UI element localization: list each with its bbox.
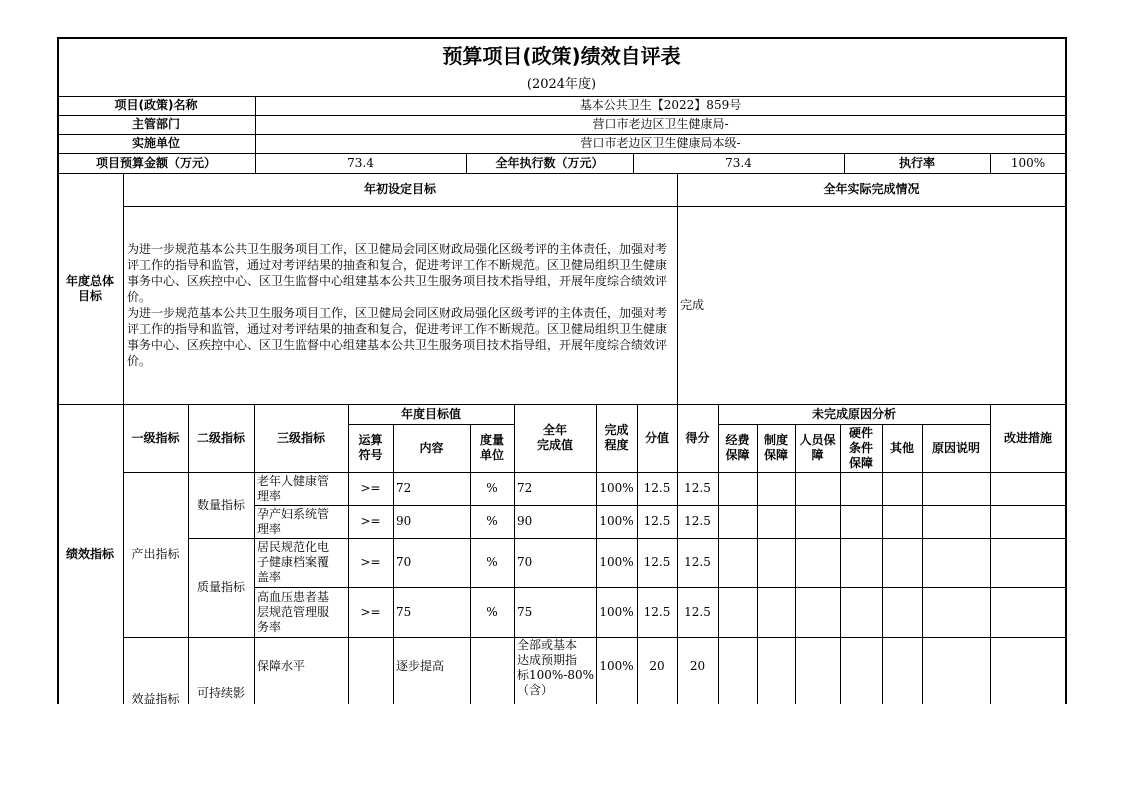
indicator-actual-cell: 75	[517, 604, 533, 619]
project-name-value: 基本公共卫生【2022】859号	[579, 98, 742, 112]
execution-rate-label: 执行率	[898, 155, 935, 170]
indicator-name-cell: 老年人健康管 理率	[257, 473, 330, 503]
unfinished-reason-header: 未完成原因分析	[811, 406, 896, 421]
indicator-value-cell: 12.5	[643, 555, 671, 569]
reason-staff-header: 人员保 障	[799, 433, 836, 462]
indicator-op-cell: >=	[360, 555, 381, 569]
department-value: 营口市老边区卫生健康局-	[592, 117, 729, 131]
indicator-value-cell: 12.5	[643, 481, 671, 495]
output-indicator-label: 产出指标	[131, 547, 180, 561]
actual-completion-text: 完成	[680, 297, 705, 312]
reason-note-header: 原因说明	[931, 440, 980, 455]
level1-indicator-header: 一级指标	[131, 430, 180, 445]
score-header: 得分	[685, 430, 710, 445]
improvement-header: 改进措施	[1003, 430, 1052, 445]
indicator-op-cell: >=	[360, 481, 381, 495]
indicator-content-cell: 90	[396, 514, 412, 528]
indicator-name-cell: 居民规范化电 子健康档案覆 盖率	[257, 540, 330, 584]
unit-header: 度量 单位	[479, 433, 504, 462]
indicator-content-cell: 70	[396, 555, 412, 569]
quantity-indicator-label: 数量指标	[196, 497, 245, 512]
performance-indicators-label: 绩效指标	[65, 546, 114, 561]
page-title: 预算项目(政策)绩效自评表	[442, 43, 681, 68]
reason-system-header: 制度 保障	[763, 433, 788, 462]
budget-amount-label: 项目预算金额（万元）	[95, 155, 216, 170]
operator-header: 运算 符号	[358, 433, 383, 462]
annual-execution-value: 73.4	[725, 155, 752, 170]
indicator-degree-cell: 100%	[599, 514, 634, 528]
completion-degree-header: 完成 程度	[604, 423, 629, 452]
indicator-unit-cell: %	[486, 514, 498, 528]
indicator-value-cell: 12.5	[643, 514, 671, 528]
indicator-actual-cell: 90	[517, 514, 533, 528]
indicator-actual-cell: 全部或基本 达成预期指 标100%-80% （含）	[517, 638, 595, 697]
initial-target-header: 年初设定目标	[363, 182, 436, 196]
content-header: 内容	[419, 440, 444, 455]
quality-indicator-label: 质量指标	[196, 580, 245, 594]
indicator-value-cell: 12.5	[643, 604, 671, 619]
budget-amount-value: 73.4	[347, 155, 374, 170]
indicator-degree-cell: 100%	[599, 555, 634, 569]
indicator-score-cell: 12.5	[684, 555, 711, 569]
indicator-degree-cell: 100%	[599, 481, 634, 495]
indicator-content-cell: 72	[396, 481, 412, 495]
actual-completion-header: 全年实际完成情况	[823, 182, 920, 196]
indicator-score-cell: 12.5	[684, 481, 711, 495]
implementing-unit-label: 实施单位	[131, 136, 180, 150]
indicator-actual-cell: 72	[517, 481, 533, 495]
indicator-degree-cell: 100%	[599, 604, 634, 619]
project-name-label: 项目(政策)名称	[114, 98, 198, 112]
annual-actual-header: 全年 完成值	[536, 423, 573, 452]
indicator-actual-cell: 70	[517, 555, 533, 569]
indicator-content-cell: 75	[396, 604, 412, 619]
score-value-header: 分值	[644, 430, 669, 445]
indicator-name-cell: 孕产妇系统管 理率	[257, 506, 330, 536]
reason-other-header: 其他	[889, 440, 914, 455]
benefit-indicator-label: 效益指标	[131, 692, 180, 704]
implementing-unit-value: 营口市老边区卫生健康局本级-	[580, 136, 741, 150]
annual-target-value-header: 年度目标值	[400, 406, 461, 421]
annual-execution-label: 全年执行数（万元）	[495, 155, 604, 170]
indicator-op-cell: >=	[360, 604, 381, 619]
report-year: (2024年度)	[526, 76, 597, 92]
indicator-degree-cell: 100%	[599, 659, 634, 673]
indicator-value-cell: 20	[649, 659, 665, 673]
department-label: 主管部门	[131, 117, 180, 131]
indicator-unit-cell	[470, 637, 514, 704]
sustainability-indicator-label: 可持续影	[196, 686, 245, 700]
indicator-unit-cell: %	[486, 555, 498, 569]
indicator-op-cell	[348, 637, 393, 704]
indicator-score-cell: 12.5	[684, 514, 711, 528]
indicator-unit-cell: %	[486, 604, 498, 619]
indicator-score-cell: 12.5	[684, 604, 711, 619]
initial-target-text: 为进一步规范基本公共卫生服务项目工作，区卫健局会同区财政局强化区级考评的主体责任，加强对考评工作的指导和监管，通过对考评结果的抽查和复合，促进考评工作不断规范。区卫健局组织卫生健康事务中心、区疾控中心、区卫生监督中心组建基本公共卫生服务项目技术指导组，开展年度综合绩效评价。 为进一步规范基本公共卫生服务项目工作，区卫健局会同区财政局强化区级考评的主体责任，加强对考评工作的指导和监管，通过对考评结果的抽查和复合，促进考评工作不断规范。区卫健局组织卫生健康事务中心、区疾控中心、区卫生监督中心组建基本公共卫生服务项目技术指导组，开展年度综合绩效评价。	[127, 242, 668, 368]
level2-indicator-header: 二级指标	[196, 430, 245, 445]
indicator-content-cell: 逐步提高	[396, 659, 445, 673]
indicator-name-cell: 高血压患者基 层规范管理服 务率	[257, 589, 330, 634]
indicator-name-cell: 保障水平	[257, 659, 306, 673]
indicator-op-cell: >=	[360, 514, 381, 528]
level3-indicator-header: 三级指标	[276, 430, 325, 445]
indicator-unit-cell: %	[486, 481, 498, 495]
annual-goal-label: 年度总体 目标	[65, 273, 114, 303]
execution-rate-value: 100%	[1010, 155, 1046, 170]
reason-fund-header: 经费 保障	[725, 433, 750, 462]
reason-hardware-header: 硬件 条件 保障	[848, 425, 873, 470]
indicator-score-cell: 20	[689, 659, 706, 673]
